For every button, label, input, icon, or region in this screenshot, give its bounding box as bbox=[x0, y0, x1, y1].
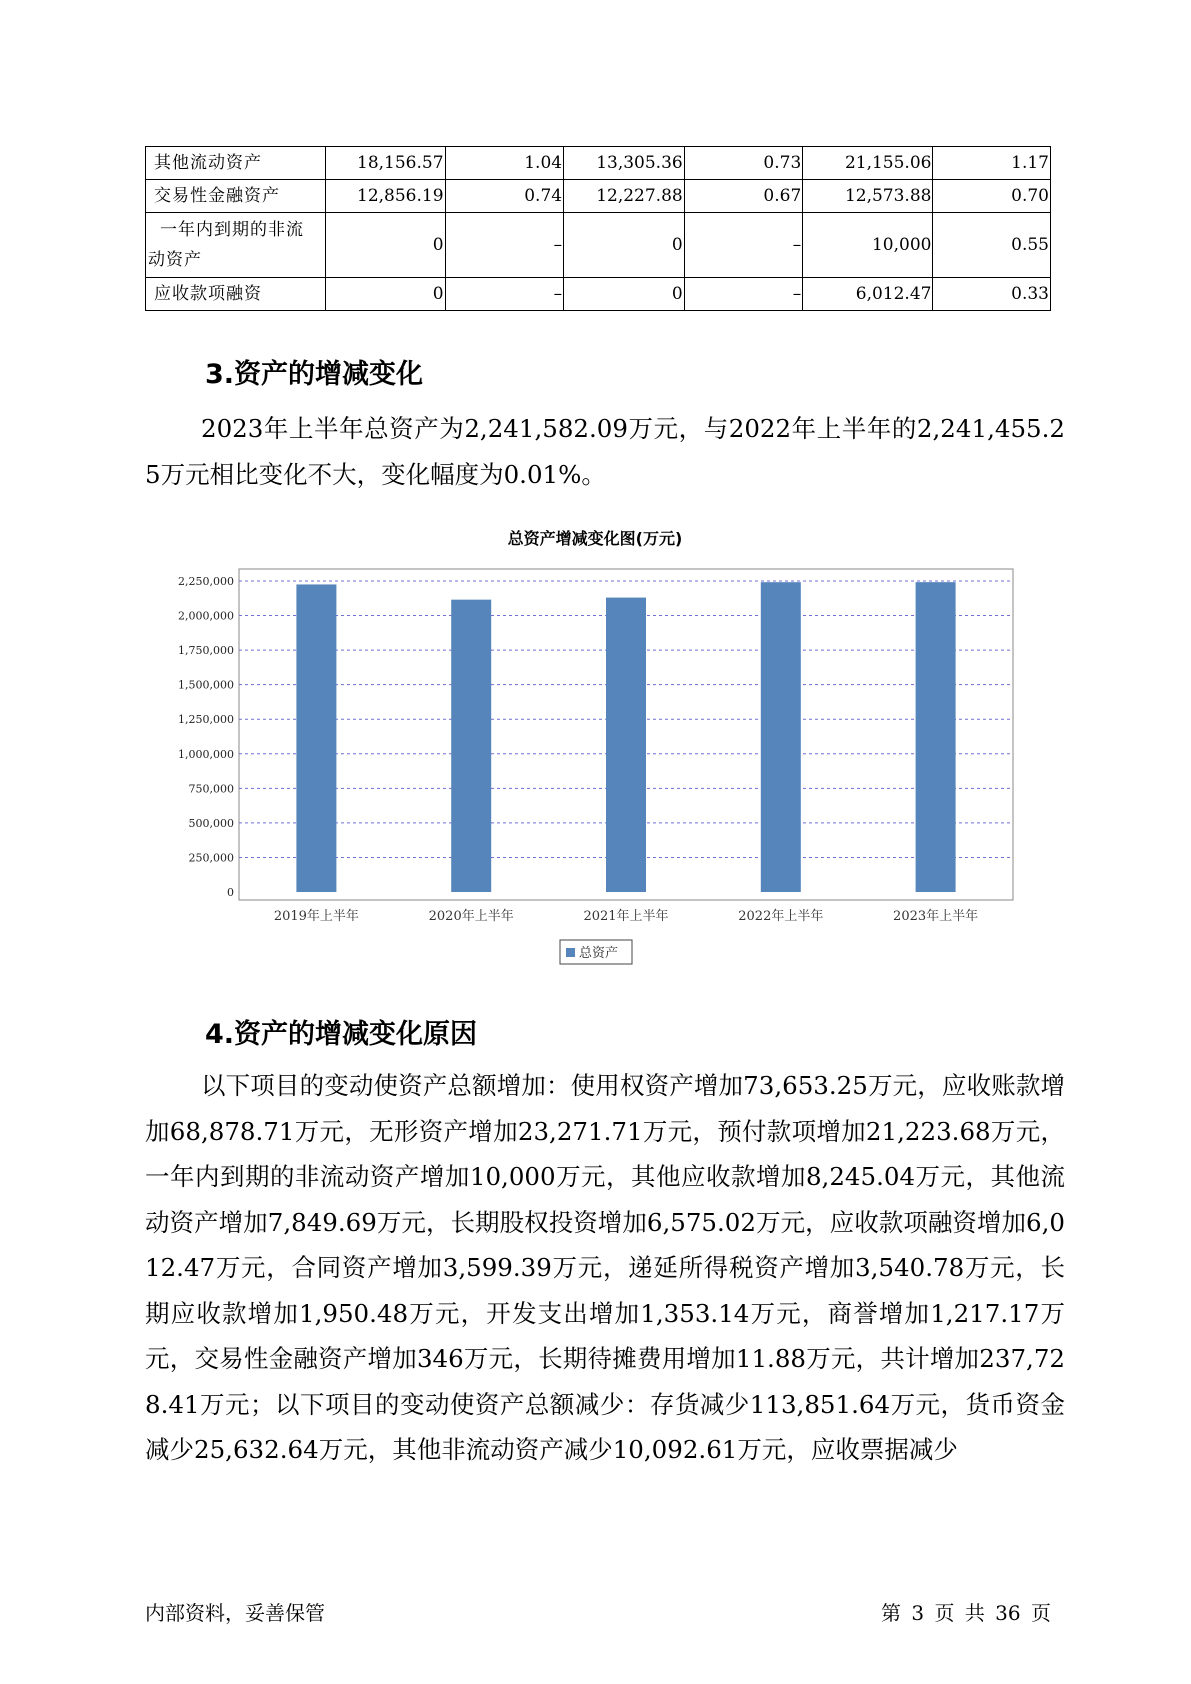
cell-value: 0 bbox=[564, 213, 685, 278]
cell-percent: – bbox=[445, 213, 564, 278]
section-paragraph-asset-change: 2023年上半年总资产为2,241,582.09万元，与2022年上半年的2,241,455.25万元相比变化不大，变化幅度为0.01%。 bbox=[145, 414, 1065, 489]
table-row bbox=[146, 147, 1051, 180]
cell-value: 0 bbox=[325, 278, 445, 311]
x-axis-ticks bbox=[274, 908, 978, 924]
cell-value: 6,012.47 bbox=[803, 278, 933, 311]
x-tick-label: 2020年上半年 bbox=[428, 909, 514, 924]
row-name: 交易性金融资产 bbox=[146, 180, 326, 213]
cell-value: 18,156.57 bbox=[325, 147, 445, 180]
section-heading-asset-change-reasons: 4.资产的增减变化原因 bbox=[205, 1019, 478, 1050]
chart-legend bbox=[560, 940, 632, 964]
row-name: 一年内到期的非流动资产 bbox=[146, 213, 326, 278]
bar bbox=[451, 600, 491, 892]
x-tick-label: 2023年上半年 bbox=[893, 909, 979, 924]
y-tick-label: 1,000,000 bbox=[178, 747, 234, 761]
cell-percent: 0.73 bbox=[684, 147, 803, 180]
bar bbox=[916, 582, 956, 892]
cell-value: 12,856.19 bbox=[325, 180, 445, 213]
cell-value: 12,573.88 bbox=[803, 180, 933, 213]
y-tick-label: 250,000 bbox=[188, 851, 234, 865]
table-row bbox=[146, 278, 1051, 311]
legend-label: 总资产 bbox=[579, 946, 619, 961]
y-tick-label: 1,500,000 bbox=[178, 678, 234, 692]
cell-percent: 0.33 bbox=[933, 278, 1051, 311]
cell-percent: 0.55 bbox=[933, 213, 1051, 278]
footer-page-number: 第 3 页 共 36 页 bbox=[881, 1601, 1051, 1625]
asset-table bbox=[145, 146, 1051, 311]
x-tick-label: 2022年上半年 bbox=[738, 909, 824, 924]
section-heading-asset-change: 3.资产的增减变化 bbox=[205, 359, 424, 390]
row-name: 其他流动资产 bbox=[146, 147, 326, 180]
table-row bbox=[146, 180, 1051, 213]
y-tick-label: 750,000 bbox=[188, 782, 234, 796]
total-assets-bar-chart bbox=[145, 520, 1045, 980]
cell-percent: 1.17 bbox=[933, 147, 1051, 180]
y-tick-label: 2,250,000 bbox=[178, 575, 234, 588]
bar bbox=[296, 584, 336, 892]
cell-value: 0 bbox=[325, 213, 445, 278]
table-row bbox=[146, 213, 1051, 278]
footer-confidential-note: 内部资料，妥善保管 bbox=[145, 1601, 325, 1625]
y-tick-label: 1,750,000 bbox=[178, 644, 234, 658]
bar bbox=[606, 598, 646, 892]
row-name: 应收款项融资 bbox=[146, 278, 326, 311]
y-tick-label: 1,250,000 bbox=[178, 713, 234, 727]
y-tick-label: 0 bbox=[227, 886, 234, 899]
cell-value: 0 bbox=[564, 278, 685, 311]
y-axis-ticks bbox=[178, 575, 234, 899]
x-tick-label: 2019年上半年 bbox=[273, 909, 359, 924]
cell-percent: – bbox=[684, 213, 803, 278]
cell-value: 21,155.06 bbox=[803, 147, 933, 180]
chart-title: 总资产增减变化图(万元) bbox=[507, 529, 683, 548]
cell-percent: – bbox=[684, 278, 803, 311]
cell-percent: – bbox=[445, 278, 564, 311]
y-tick-label: 2,000,000 bbox=[178, 609, 234, 623]
chart-bars bbox=[296, 582, 955, 892]
cell-value: 13,305.36 bbox=[564, 147, 685, 180]
cell-value: 10,000 bbox=[803, 213, 933, 278]
legend-swatch bbox=[566, 948, 575, 957]
cell-percent: 1.04 bbox=[445, 147, 564, 180]
section-paragraph-asset-change-reasons: 以下项目的变动使资产总额增加：使用权资产增加73,653.25万元，应收账款增加68,878.71万元，无形资产增加23,271.71万元，预付款项增加21,223.68万元，一年内到期的非流动资产增加10,000万元，其他应收款增加8,245.04万元，其他流动资产增加7,849.69万元，长期股权投资增加6,575.02万元，应收款项融资增加6,012.47万元，合同资产增加3,599.39万元，递延所得税资产增加3,540.78万元，长期应收款增加1,950.48万元，开发支出增加1,353.14万元，商誉增加1,217.17万元，交易性金融资产增加346万元，长期待摊费用增加11.88万元，共计增加237,728.41万元；以下项目的变动使资产总额减少：存货减少113,851.64万元，货币资金减少25,632.64万元，其他非流动资产减少10,092.61万元，应收票据减少 bbox=[145, 1071, 1065, 1464]
cell-percent: 0.70 bbox=[933, 180, 1051, 213]
y-tick-label: 500,000 bbox=[188, 816, 234, 830]
cell-percent: 0.67 bbox=[684, 180, 803, 213]
cell-percent: 0.74 bbox=[445, 180, 564, 213]
x-tick-label: 2021年上半年 bbox=[583, 909, 669, 924]
bar bbox=[761, 582, 801, 892]
cell-value: 12,227.88 bbox=[564, 180, 685, 213]
